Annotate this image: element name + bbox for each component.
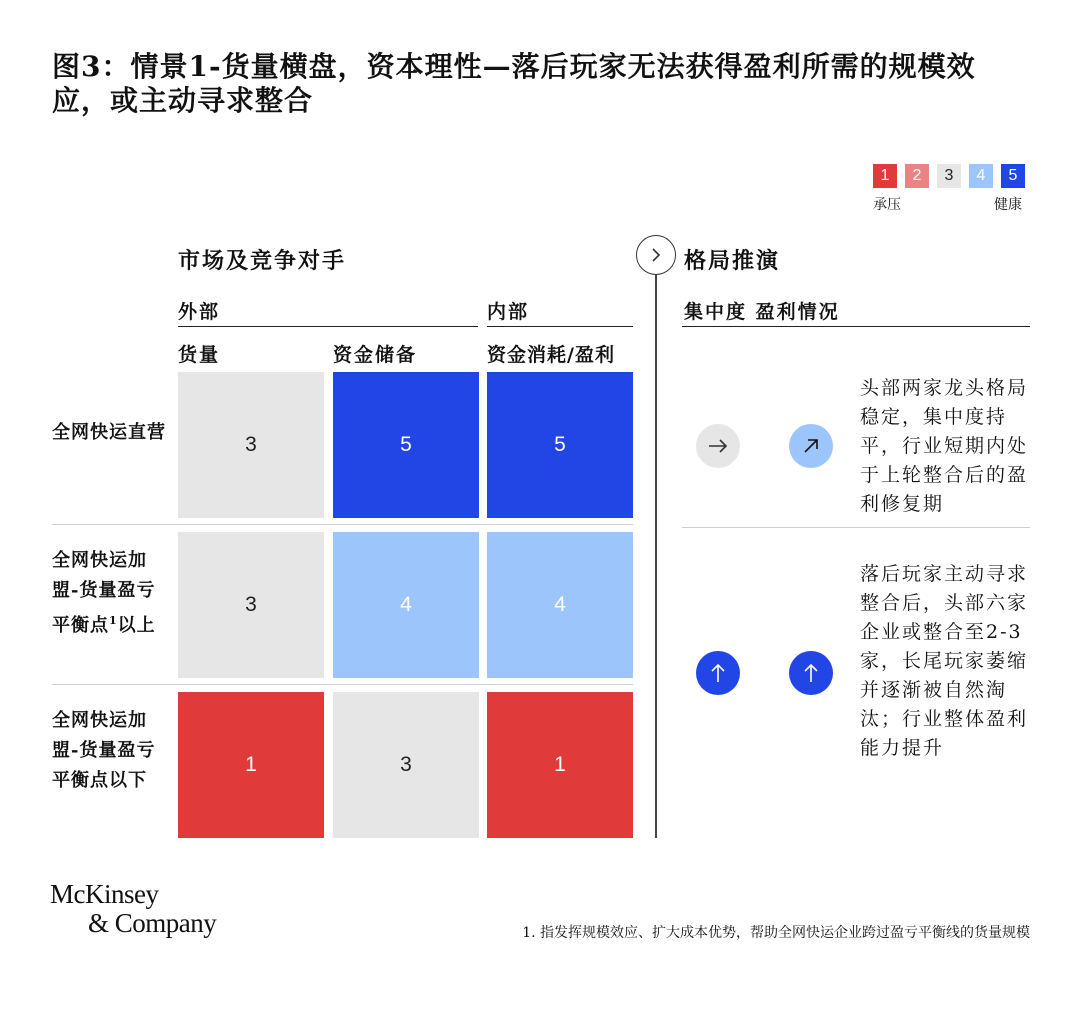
row-label-franchise-below: 全网快运加盟-货量盈亏平衡点以下 [52,710,156,791]
arrow-up-icon [799,661,823,685]
heatmap-cell: 4 [333,532,479,678]
legend-swatch-2: 2 [905,164,929,188]
column-header-reserves: 资金储备 [333,344,418,366]
legend-swatch-5: 5 [1001,164,1025,188]
profit-indicator [789,651,833,695]
right-header-rule [682,326,1030,327]
left-panel-title: 市场及竞争对手 [178,248,347,274]
heatmap-cell: 5 [333,372,479,518]
legend-swatch-1: 1 [873,164,897,188]
profit-indicator [789,424,833,468]
concentration-indicator [696,424,740,468]
column-header-burn-profit: 资金消耗/盈利 [487,344,615,366]
panel-divider [655,255,657,838]
mckinsey-logo [50,880,216,938]
footnote: 1. 指发挥规模效应、扩大成本优势，帮助全网快运企业跨过盈亏平衡线的货量规模 [522,925,1030,941]
right-row-divider [682,527,1030,528]
legend-high-label: 健康 [994,197,1022,213]
heatmap-cell: 1 [487,692,633,838]
heatmap-cell: 4 [487,532,633,678]
row-label-franchise-above [52,546,172,641]
chart-title: 图3：情景1-货量横盘，资本理性—落后玩家无法获得盈利所需的规模效应，或主动寻求整合 [52,50,976,117]
arrow-up-right-icon [799,434,823,458]
heatmap-cell: 3 [178,532,324,678]
heatmap-cell: 3 [178,372,324,518]
row-label-text-suffix: 以上 [117,615,156,636]
legend-swatch-3: 3 [937,164,961,188]
footnote-marker: 1 [109,614,118,627]
row-divider [52,524,633,525]
chevron-right-icon [636,235,676,275]
external-rule [178,326,478,327]
row-label-text: 全网快运加盟-货量盈亏平衡点 [52,550,156,636]
logo-line-2: & Company [88,908,217,938]
internal-rule [487,326,633,327]
arrow-right-icon [706,434,730,458]
scenario-description: 头部两家龙头格局稳定，集中度持平，行业短期内处于上轮整合后的盈利修复期 [860,377,1029,515]
heatmap-cell: 1 [178,692,324,838]
right-columns-header: 集中度 盈利情况 [684,301,840,323]
group-external-label: 外部 [178,301,221,323]
column-header-volume: 货量 [178,344,221,366]
scenario-description: 落后玩家主动寻求整合后，头部六家企业或整合至2-3家，长尾玩家萎缩并逐渐被自然淘汰；行业整体盈利能力提升 [860,563,1029,759]
legend-swatch-4: 4 [969,164,993,188]
logo-line-1: McKinsey [50,879,159,909]
group-internal-label: 内部 [487,301,530,323]
right-panel-title: 格局推演 [684,248,781,274]
heatmap-cell: 3 [333,692,479,838]
arrow-up-icon [706,661,730,685]
heatmap-cell: 5 [487,372,633,518]
row-label-direct: 全网快运直营 [52,422,166,443]
concentration-indicator [696,651,740,695]
legend-low-label: 承压 [873,197,901,213]
row-divider [52,684,633,685]
